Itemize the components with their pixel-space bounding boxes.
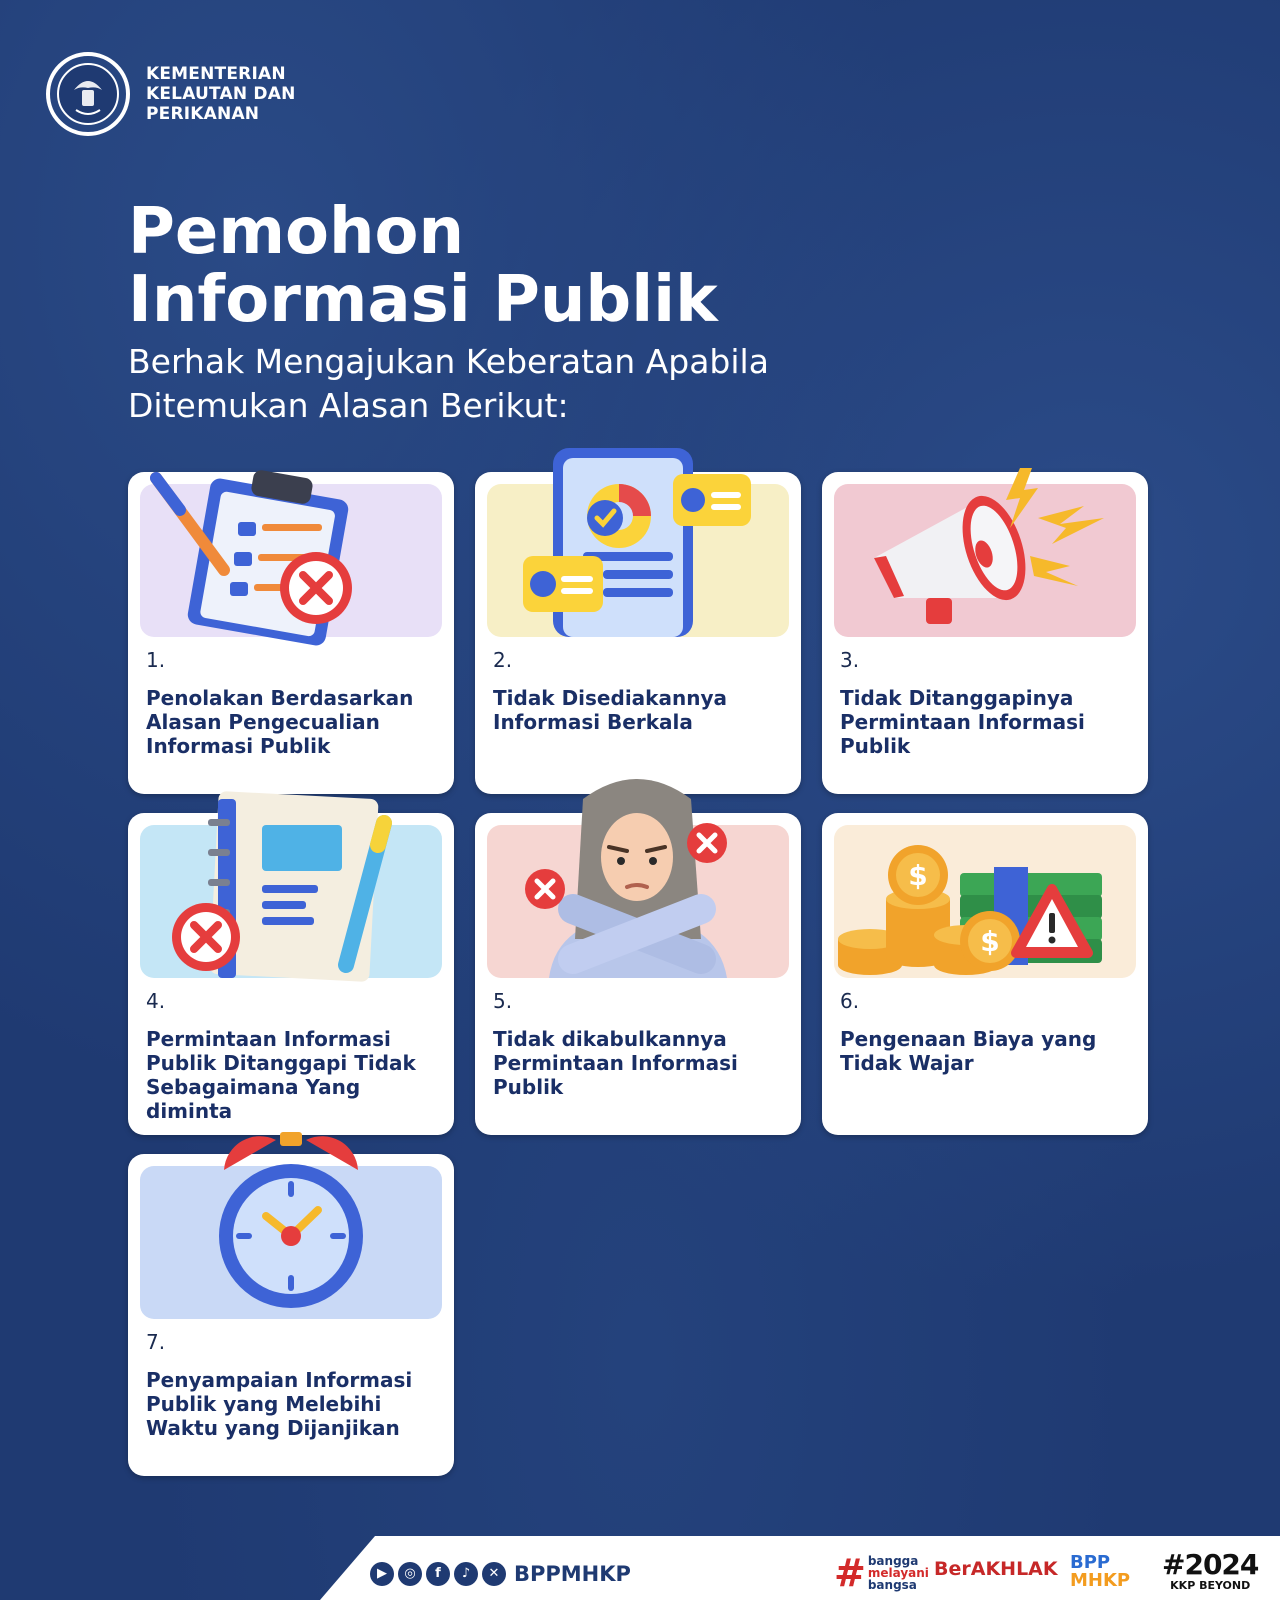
page-title <box>128 195 718 337</box>
card-illustration <box>140 1166 442 1319</box>
brand-line: bangsa <box>867 1578 917 1592</box>
reason-card <box>475 472 801 794</box>
ministry-line: KELAUTAN DAN <box>146 84 296 104</box>
card-number: 2. <box>493 648 513 672</box>
instagram-icon[interactable]: ◎ <box>398 1562 422 1586</box>
brand-line: BPP <box>1070 1552 1111 1573</box>
card-number: 1. <box>146 648 166 672</box>
card-illustration <box>834 825 1136 978</box>
bppmhkp-logo <box>1070 1554 1130 1590</box>
ministry-name <box>146 64 296 124</box>
youtube-icon[interactable]: ▶ <box>370 1562 394 1586</box>
megaphone-icon <box>834 448 1136 637</box>
berakhlak-text: BerAKHLAK <box>934 1558 1058 1580</box>
subtitle-line: Berhak Mengajukan Keberatan Apabila <box>128 342 769 381</box>
card-number: 7. <box>146 1330 166 1354</box>
title-line: Informasi Publik <box>128 263 718 337</box>
title-line: Pemohon <box>128 195 465 269</box>
card-text: Penyampaian Informasi Publik yang Melebihi Waktu yang Dijanjikan <box>146 1368 413 1440</box>
reason-card <box>822 472 1148 794</box>
social-icons <box>370 1562 506 1586</box>
page-subtitle <box>128 340 928 428</box>
berakhlak-logo <box>934 1558 1058 1580</box>
card-illustration <box>834 484 1136 637</box>
card-illustration <box>487 825 789 978</box>
card-text: Pengenaan Biaya yang Tidak Wajar <box>840 1027 1097 1075</box>
subtitle-line: Ditemukan Alasan Berikut: <box>128 386 569 425</box>
reason-card <box>128 1154 454 1476</box>
svg-text:$: $ <box>980 925 1000 958</box>
ministry-line: PERIKANAN <box>146 104 260 124</box>
notebook-reject-icon <box>140 789 442 978</box>
alarm-clock-icon <box>140 1130 442 1319</box>
brand-line: #2024 <box>1162 1548 1259 1581</box>
woman-refusing-icon <box>487 789 789 978</box>
reason-card <box>128 472 454 794</box>
report-document-icon <box>487 448 789 637</box>
brand-line: KKP BEYOND <box>1170 1579 1251 1592</box>
facebook-icon[interactable]: f <box>426 1562 450 1586</box>
money-warning-icon <box>834 789 1136 978</box>
brand-line: MHKP <box>1070 1570 1131 1591</box>
card-text: Tidak Ditanggapinya Permintaan Informasi Publik <box>840 686 1085 758</box>
footer <box>0 1536 1280 1600</box>
card-number: 3. <box>840 648 860 672</box>
brand-line: melayani <box>867 1566 929 1580</box>
kkp-2024-logo <box>1162 1550 1258 1592</box>
reason-card <box>475 813 801 1135</box>
card-number: 6. <box>840 989 860 1013</box>
tiktok-icon[interactable]: ♪ <box>454 1562 478 1586</box>
card-illustration <box>140 825 442 978</box>
card-text: Permintaan Informasi Publik Ditanggapi Tidak Sebagaimana Yang diminta <box>146 1027 416 1123</box>
social-handle-text: BPPMHKP <box>514 1562 631 1586</box>
card-text: Penolakan Berdasarkan Alasan Pengecualian Informasi Publik <box>146 686 414 758</box>
card-text: Tidak Disediakannya Informasi Berkala <box>493 686 727 734</box>
bangga-melayani-bangsa-logo: # bangga melayani bangsa <box>834 1551 929 1595</box>
card-number: 4. <box>146 989 166 1013</box>
header <box>44 50 296 138</box>
card-text: Tidak dikabulkannya Permintaan Informasi Publik <box>493 1027 738 1099</box>
ministry-line: KEMENTERIAN <box>146 64 286 84</box>
card-number: 5. <box>493 989 513 1013</box>
x-icon[interactable]: ✕ <box>482 1562 506 1586</box>
ministry-logo <box>44 50 132 138</box>
reason-card <box>822 813 1148 1135</box>
social-handle[interactable] <box>370 1562 631 1586</box>
card-illustration <box>487 484 789 637</box>
brand-line: bangga <box>867 1554 919 1568</box>
clipboard-reject-icon <box>140 448 442 637</box>
card-illustration <box>140 484 442 637</box>
svg-text:$: $ <box>908 859 928 892</box>
reason-card <box>128 813 454 1135</box>
